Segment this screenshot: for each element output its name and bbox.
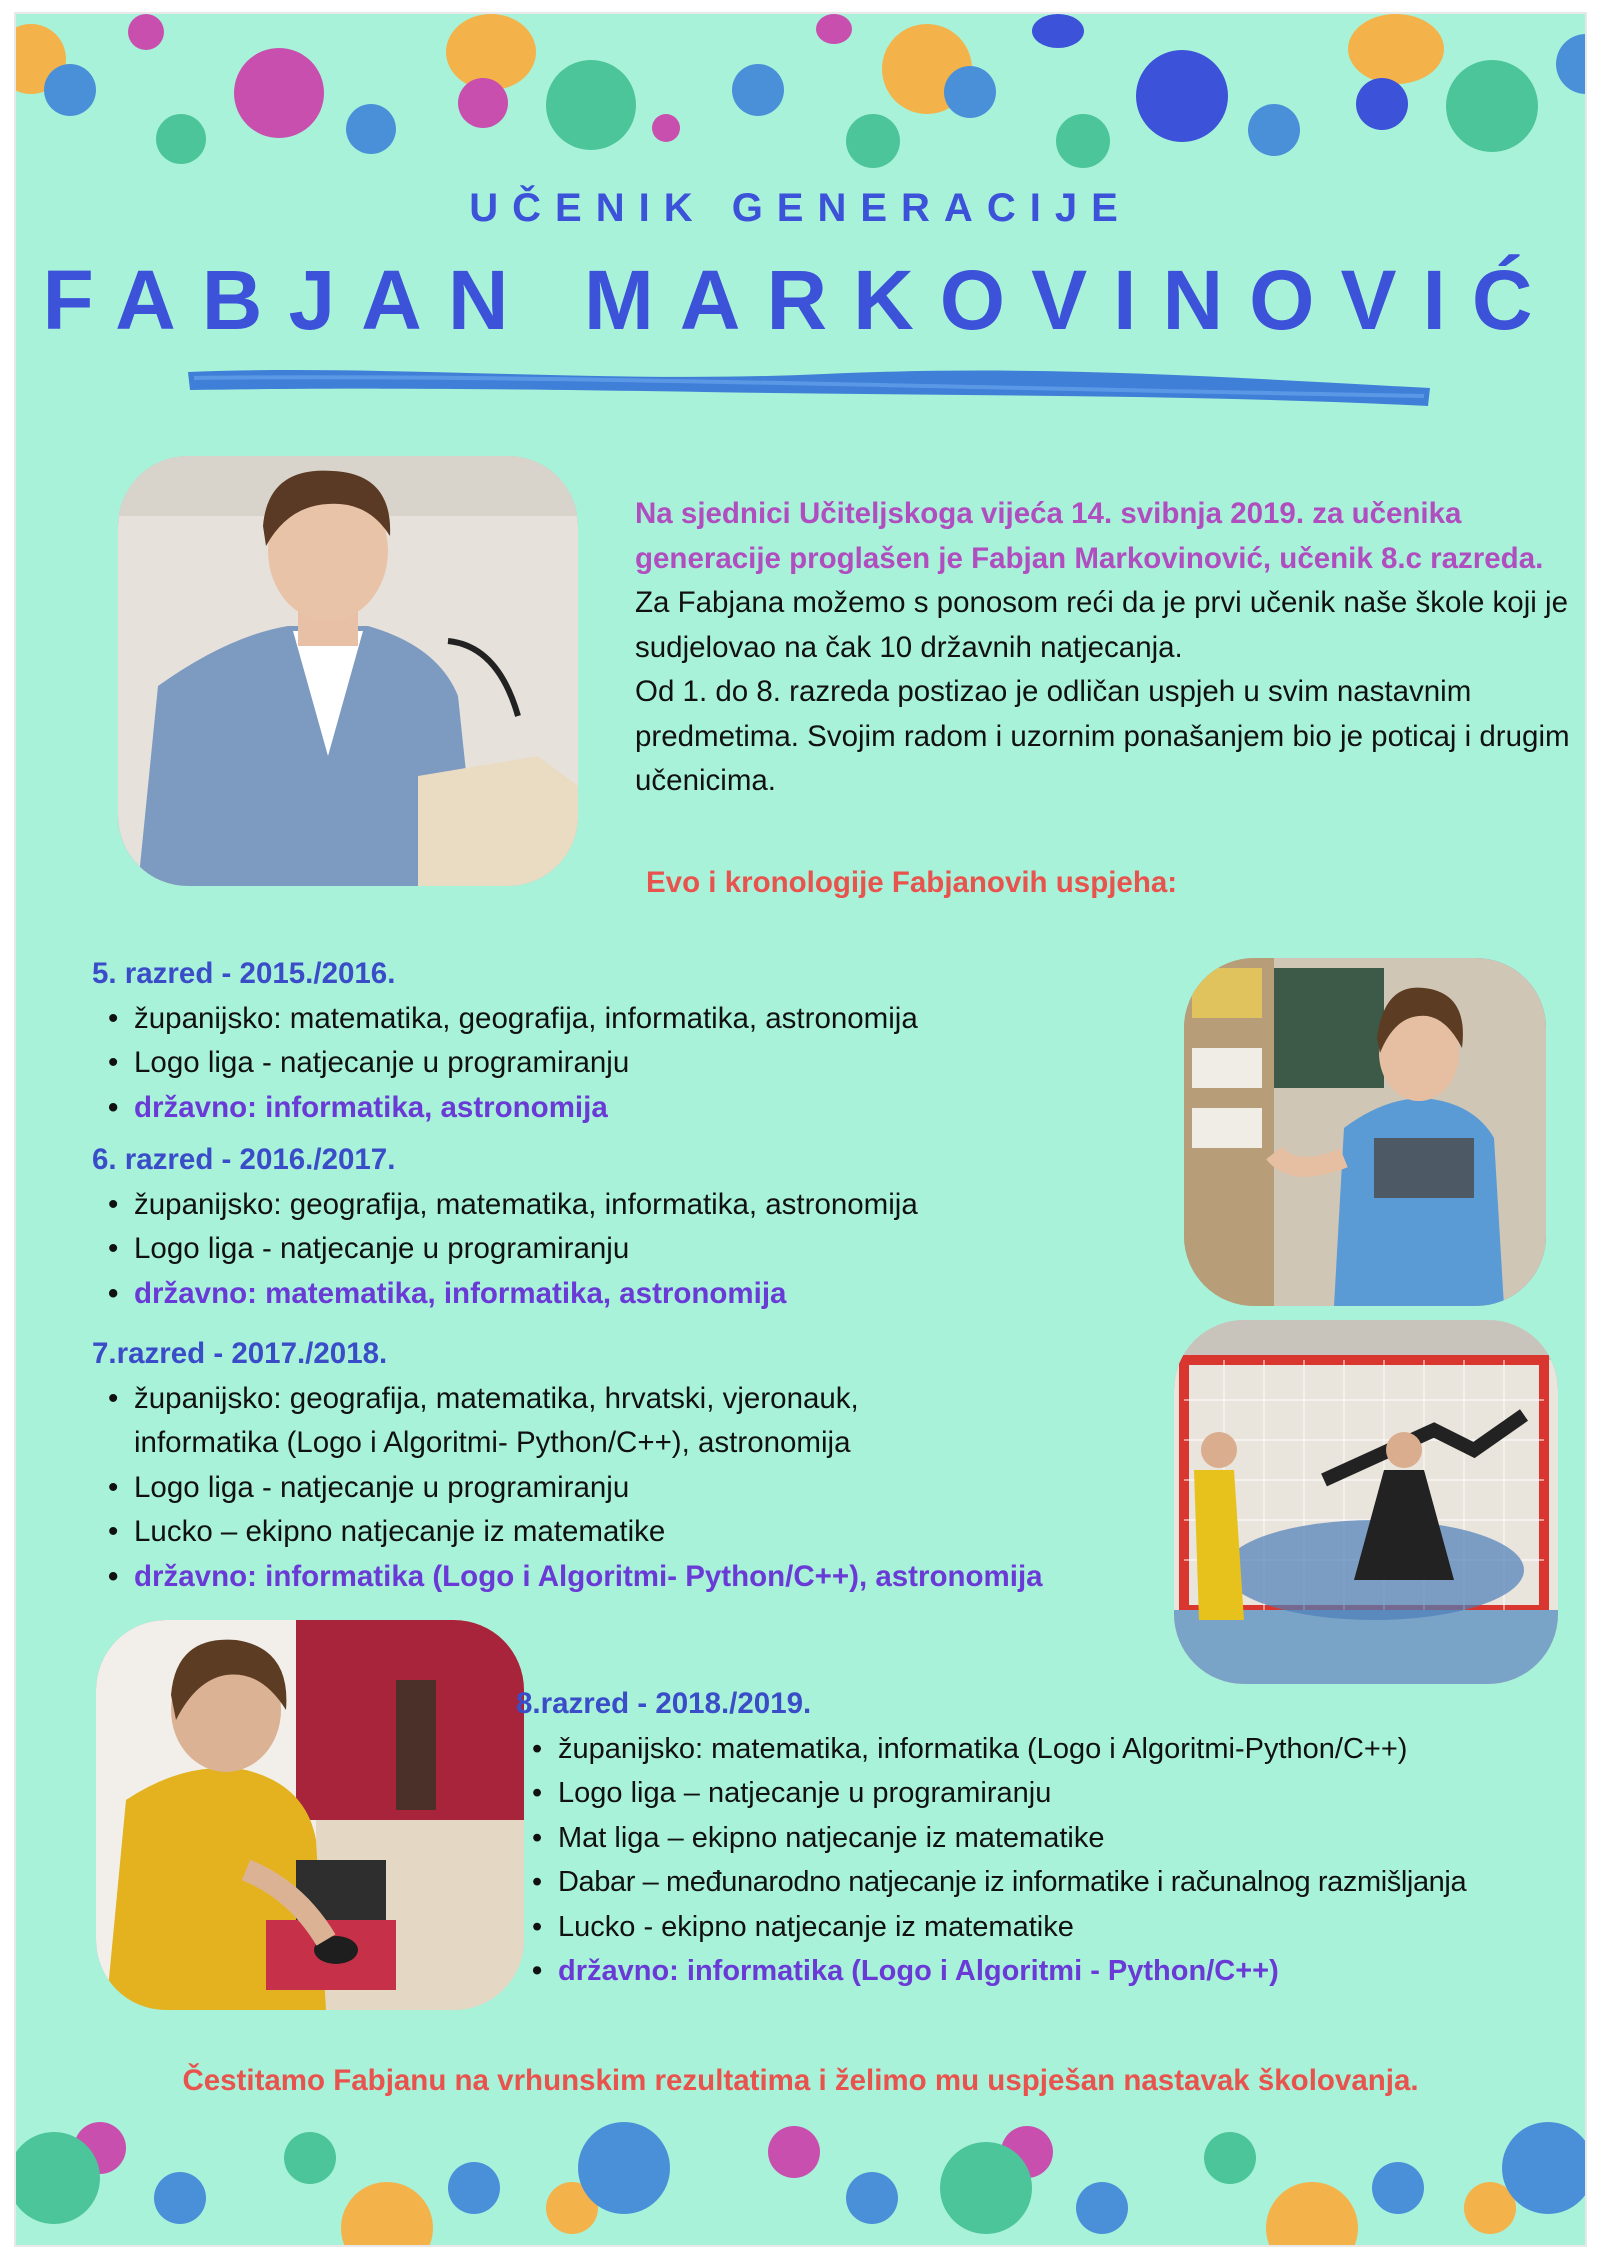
decorative-dot xyxy=(816,14,852,44)
intro-text xyxy=(635,492,1580,804)
decorative-dot xyxy=(156,114,206,164)
brush-underline xyxy=(184,344,1434,414)
decorative-dot xyxy=(846,114,900,168)
list-item: • Logo liga - natjecanje u programiranju xyxy=(134,1041,1172,1086)
decorative-dot xyxy=(732,64,784,116)
grade-section-8 xyxy=(516,1682,1582,1994)
decorative-dot xyxy=(1076,2182,1128,2234)
list-item: • Dabar – međunarodno natjecanje iz informatike i računalnog razmišljanja xyxy=(558,1860,1582,1905)
list-item: • Logo liga – natjecanje u programiranju xyxy=(558,1771,1582,1816)
decorative-dot xyxy=(448,2162,500,2214)
page-subtitle: UČENIK GENERACIJE xyxy=(469,186,1132,230)
congratulations-text: Čestitamo Fabjanu na vrhunskim rezultatima i želimo mu uspješan nastavak školovanja. xyxy=(182,2064,1419,2097)
grade-section-5 xyxy=(92,952,1172,1130)
state-competition-item: • državno: informatika (Logo i Algoritmi - Python/C++) xyxy=(558,1949,1582,1994)
list-item: • Mat liga – ekipno natjecanje iz matematike xyxy=(558,1816,1582,1861)
decorative-dot xyxy=(1136,50,1228,142)
decorative-dot xyxy=(1556,34,1585,94)
decorative-dot xyxy=(16,2132,100,2224)
decorative-dot xyxy=(284,2132,336,2184)
achievement-list xyxy=(92,997,1172,1131)
decorative-dot xyxy=(341,2182,433,2245)
decorative-dot xyxy=(128,14,164,50)
classroom-photo xyxy=(1184,958,1546,1306)
decorative-dot xyxy=(1502,2122,1585,2214)
decorative-dot xyxy=(1056,114,1110,168)
grade-heading: 5. razred - 2015./2016. xyxy=(92,957,396,990)
decorative-dot xyxy=(940,2142,1032,2234)
grade-heading: 8.razred - 2018./2019. xyxy=(516,1687,812,1720)
decorative-dot xyxy=(154,2172,206,2224)
portrait-photo xyxy=(118,456,578,886)
list-item: • županijsko: geografija, matematika, informatika, astronomija xyxy=(134,1183,1172,1228)
grade-section-7 xyxy=(92,1332,1168,1599)
intro-lead: Na sjednici Učiteljskoga vijeća 14. svibnja 2019. za učenika generacije proglašen je Fabjan Markovinović, učenik 8.c razreda. xyxy=(635,497,1544,575)
decorative-dot xyxy=(346,104,396,154)
decorative-dot xyxy=(1372,2162,1424,2214)
list-item: • županijsko: matematika, informatika (Logo i Algoritmi-Python/C++) xyxy=(558,1727,1582,1772)
decorative-dot xyxy=(44,64,96,116)
grade-heading: 6. razred - 2016./2017. xyxy=(92,1143,396,1176)
list-item: • Lucko - ekipno natjecanje iz matematike xyxy=(558,1905,1582,1950)
decorative-dot xyxy=(1348,14,1444,84)
list-item: • Logo liga - natjecanje u programiranju xyxy=(134,1466,1168,1511)
decorative-dot xyxy=(944,66,996,118)
list-item: • Logo liga - natjecanje u programiranju xyxy=(134,1227,1172,1272)
chronology-heading: Evo i kronologije Fabjanovih uspjeha: xyxy=(646,866,1178,899)
grade-section-6 xyxy=(92,1138,1172,1316)
state-competition-item: • državno: informatika (Logo i Algoritmi- Python/C++), astronomija xyxy=(134,1555,1168,1600)
achievement-list xyxy=(92,1377,1168,1600)
decorative-dot xyxy=(234,48,324,138)
state-competition-item: • državno: matematika, informatika, astronomija xyxy=(134,1272,1172,1317)
decorative-dot xyxy=(768,2126,820,2178)
achievement-list xyxy=(92,1183,1172,1317)
decorative-dot xyxy=(1248,104,1300,156)
decorative-dot xyxy=(1356,78,1408,130)
intro-paragraph: Za Fabjana možemo s ponosom reći da je prvi učenik naše škole koji je sudjelovao na čak 10 državnih natjecanja. xyxy=(635,586,1568,664)
poster xyxy=(16,14,1585,2245)
list-item: • županijsko: matematika, geografija, informatika, astronomija xyxy=(134,997,1172,1042)
achievement-list xyxy=(516,1727,1582,1994)
decorative-dot xyxy=(546,60,636,150)
list-item: • županijsko: geografija, matematika, hrvatski, vjeronauk, informatika (Logo i Algoritmi- Python/C++), astronomija xyxy=(134,1377,934,1466)
decorative-dot xyxy=(1266,2182,1358,2245)
state-competition-item: • državno: informatika, astronomija xyxy=(134,1086,1172,1131)
decorative-dot xyxy=(578,2122,670,2214)
list-item: • Lucko – ekipno natjecanje iz matematike xyxy=(134,1510,1168,1555)
handball-photo xyxy=(1174,1320,1558,1684)
decorative-dot xyxy=(1204,2132,1256,2184)
decorative-dot xyxy=(652,114,680,142)
computer-photo xyxy=(96,1620,524,2010)
intro-paragraph: Od 1. do 8. razreda postizao je odličan uspjeh u svim nastavnim predmetima. Svojim radom i uzornim ponašanjem bio je poticaj i drugim učenicima. xyxy=(635,675,1570,797)
decorative-dot xyxy=(1032,14,1084,48)
decorative-dot xyxy=(1446,60,1538,152)
page-title: FABJAN MARKOVINOVIĆ xyxy=(42,253,1559,347)
decorative-dot xyxy=(458,78,508,128)
grade-heading: 7.razred - 2017./2018. xyxy=(92,1337,388,1370)
decorative-dot xyxy=(846,2172,898,2224)
